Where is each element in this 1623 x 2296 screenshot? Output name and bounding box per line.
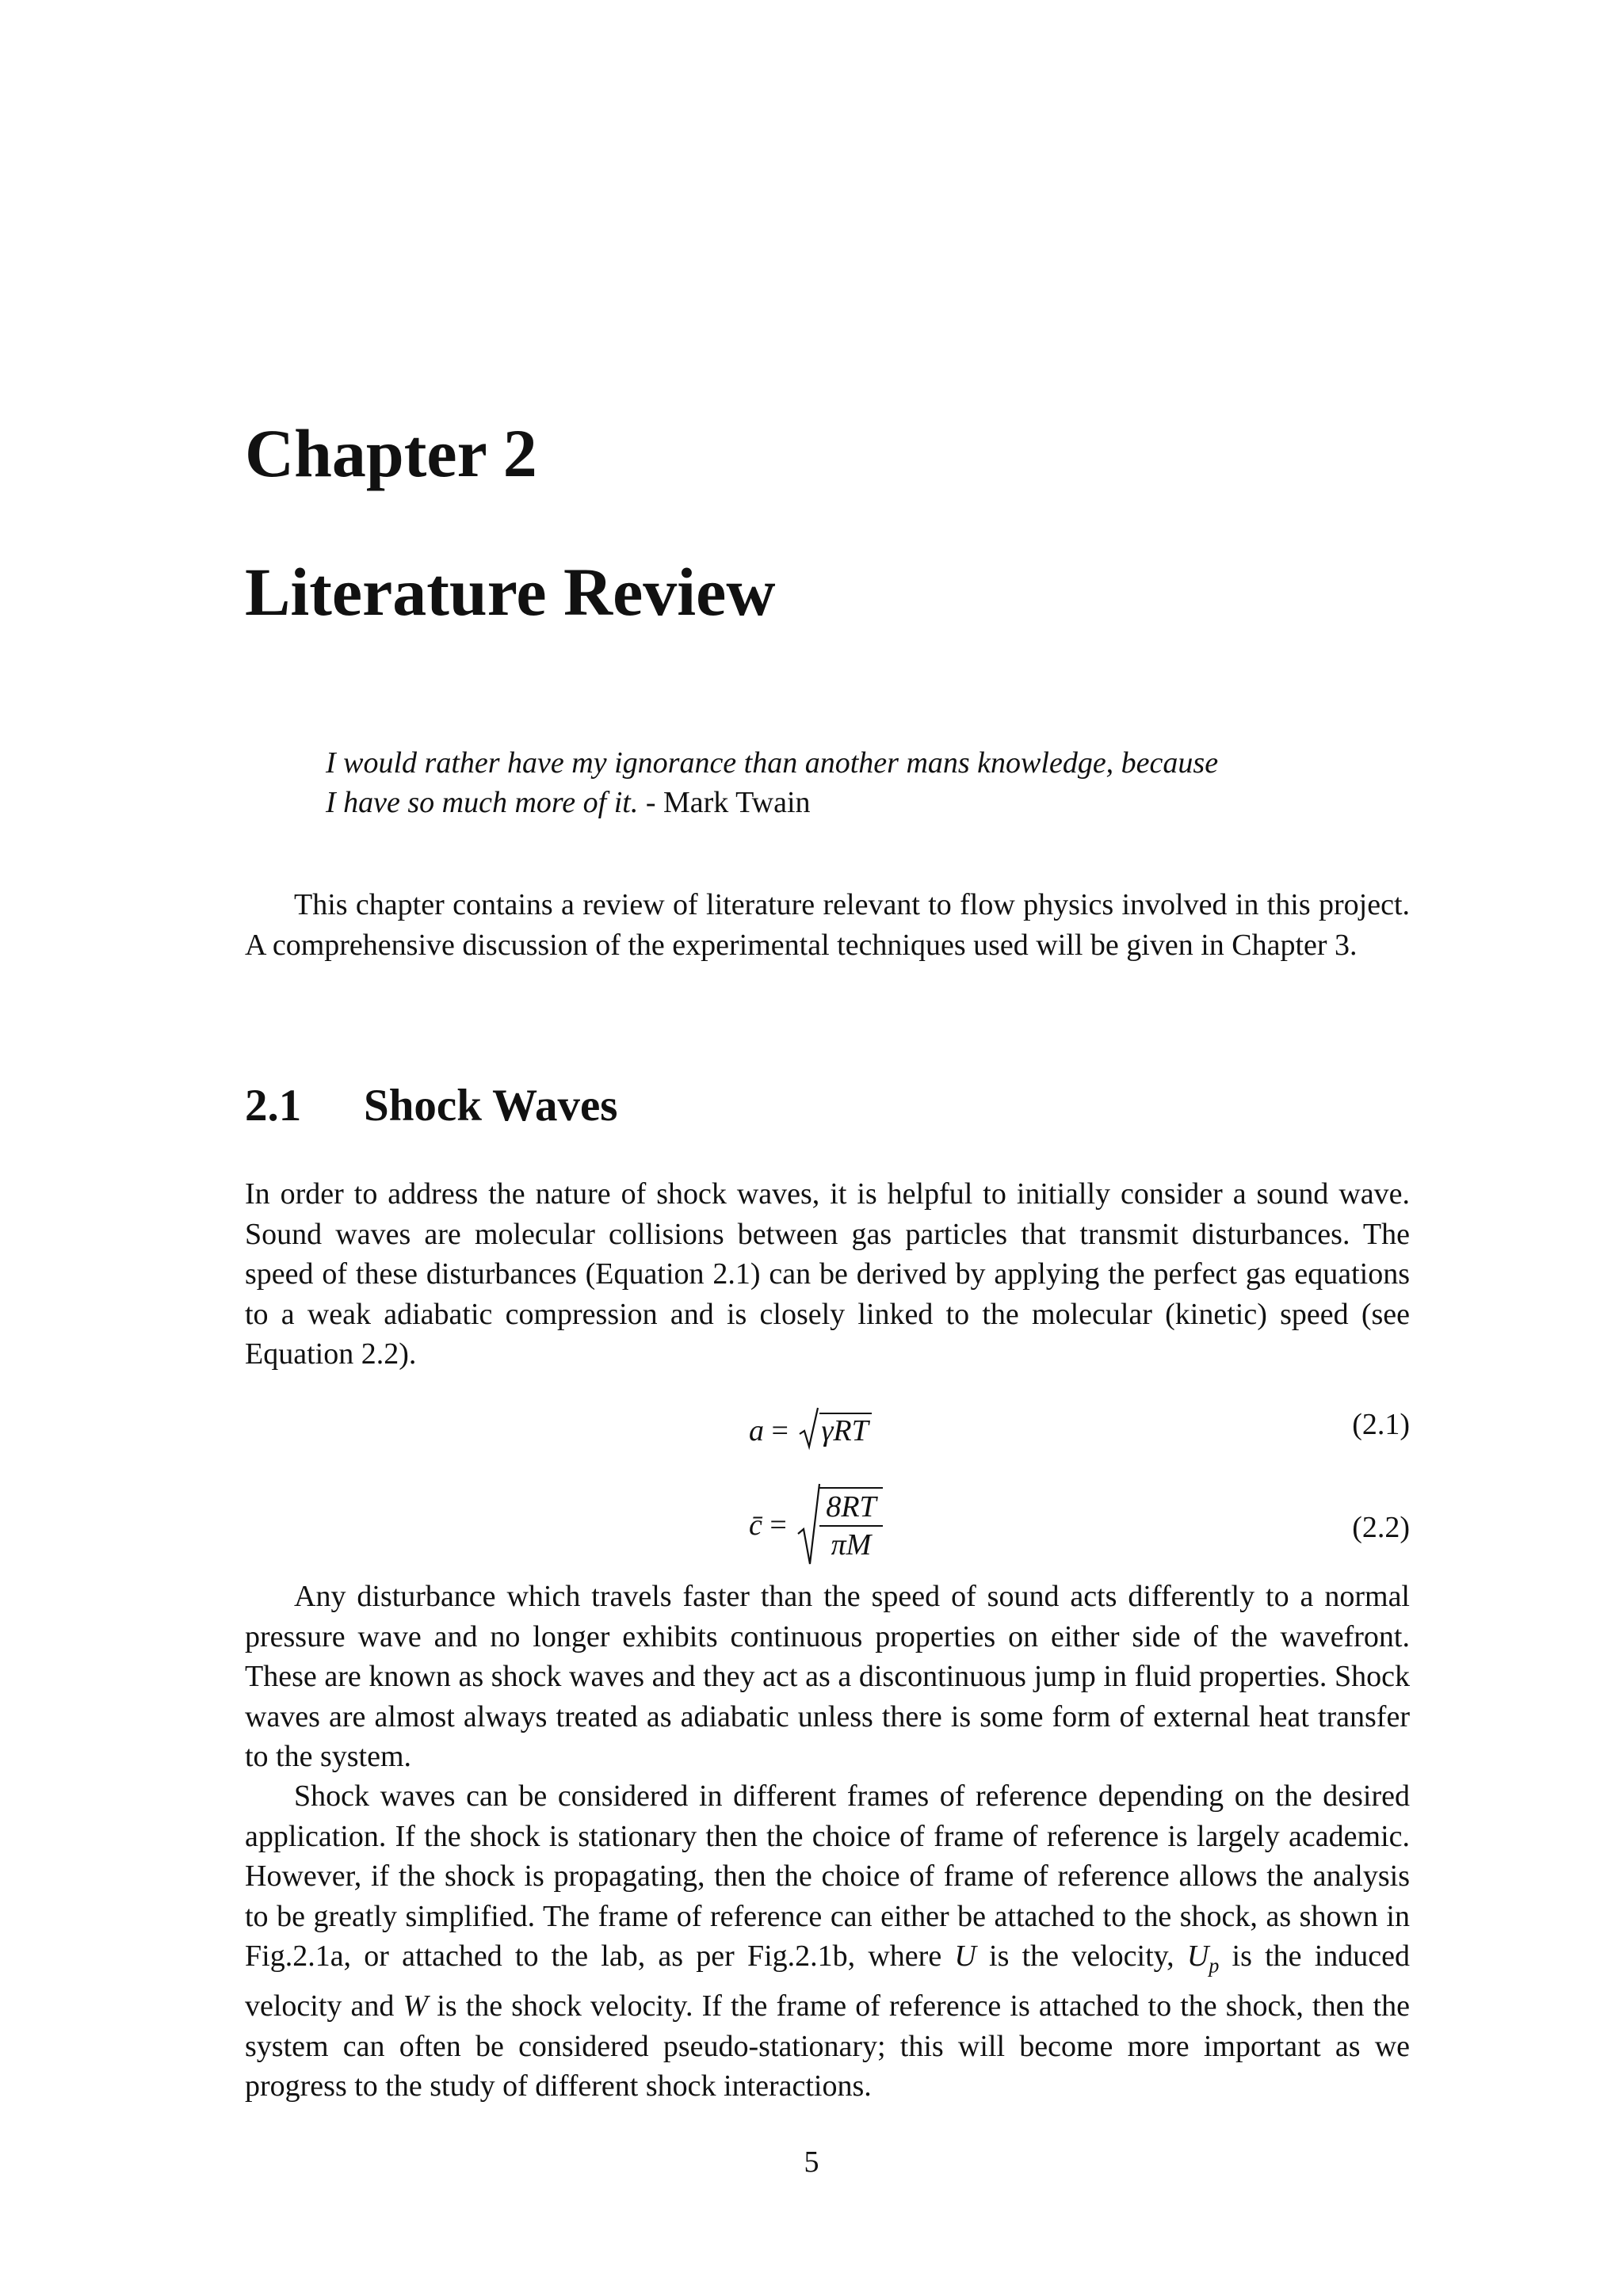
intro-paragraph: This chapter contains a review of literature relevant to flow physics involved in this project. A comprehensive discussion of the experimental techniques used will be given in Chapter 3. (245, 888, 1410, 962)
eq2-numerator: 8RT (819, 1489, 882, 1527)
eq1-lhs: a (749, 1414, 764, 1447)
epigraph-quote-line2-text: I have so much more of it. (326, 786, 639, 819)
page-number: 5 (804, 2145, 819, 2179)
var-U: U (954, 1939, 976, 1973)
chapter-label: Chapter 2 (245, 415, 537, 491)
eq2-equals: = (762, 1508, 795, 1542)
paragraph3-block (245, 1776, 1410, 2107)
equation-2-1-number: (2.1) (1352, 1408, 1410, 1441)
paragraph3-part1: Shock waves can be considered in different frames of reference depending on the desired application. If the shock is stationary then the choice of frame of reference is largely academic. However, if the shock is propagating, then the choice of frame of reference allows the analysis to be greatly simplified. The frame of reference can either be attached to the shock, as shown in Fig.2.1a, or attached to the lab, as per Fig.2.1b, where (245, 1779, 1410, 1973)
equation-2-1-body (749, 1405, 872, 1451)
section-number: 2.1 (245, 1081, 302, 1131)
paragraph3 (245, 1776, 1410, 2107)
eq1-sqrt-content: γRT (819, 1413, 871, 1447)
var-Up (1186, 1939, 1220, 1978)
epigraph-quote-line2 (326, 783, 1356, 822)
equation-2-1 (245, 1401, 1410, 1464)
eq2-denominator: πM (831, 1528, 872, 1562)
paragraph1: In order to address the nature of shock waves, it is helpful to initially consider a sound wave. Sound waves are molecular collisions between gas particles that transmit disturbances. The speed of these disturbances (Equation 2.1) can be derived by applying the perfect gas equations to a weak adiabatic compression and is closely linked to the molecular (kinetic) speed (see Equation 2.2). (245, 1177, 1410, 1371)
eq2-fraction (819, 1487, 882, 1563)
eq2-sqrt-sign (797, 1482, 821, 1569)
equation-2-2-body (749, 1482, 883, 1569)
eq1-sqrt-sign (799, 1405, 819, 1451)
var-Up-base: U (1186, 1939, 1209, 1973)
var-Up-sub: p (1209, 1954, 1220, 1978)
epigraph (326, 743, 1356, 822)
paragraph3-part2: is the velocity, (976, 1939, 1187, 1973)
eq2-lhs: c̄ (749, 1508, 762, 1542)
paragraph1-block (245, 1174, 1410, 1375)
paragraph3-part3: is the induced velocity and (245, 1939, 1410, 2023)
epigraph-quote-line1: I would rather have my ignorance than another mans knowledge, because (326, 746, 1219, 780)
eq1-equals: = (764, 1414, 796, 1447)
section-title: Shock Waves (364, 1081, 618, 1131)
paragraph2-block (245, 1577, 1410, 1777)
paragraph2: Any disturbance which travels faster than the speed of sound acts differently to a normal pressure wave and no longer exhibits continuous properties on either side of the wavefront. These are known as shock waves and they act as a discontinuous jump in fluid properties. Shock waves are almost always treated as adiabatic unless there is some form of external heat transfer to the system. (245, 1580, 1410, 1773)
paragraph3-part4: is the shock velocity. If the frame of reference is attached to the shock, then the system can often be considered pseudo-stationary; this will become more important as we progress to the study of different shock interactions. (245, 1989, 1410, 2103)
intro-block (245, 885, 1410, 965)
equation-2-2 (245, 1480, 1410, 1575)
chapter-title: Literature Review (245, 554, 776, 630)
var-W: W (403, 1989, 429, 2023)
section-heading (245, 1081, 617, 1131)
equation-2-2-number: (2.2) (1352, 1511, 1410, 1544)
epigraph-author: - Mark Twain (638, 786, 811, 819)
